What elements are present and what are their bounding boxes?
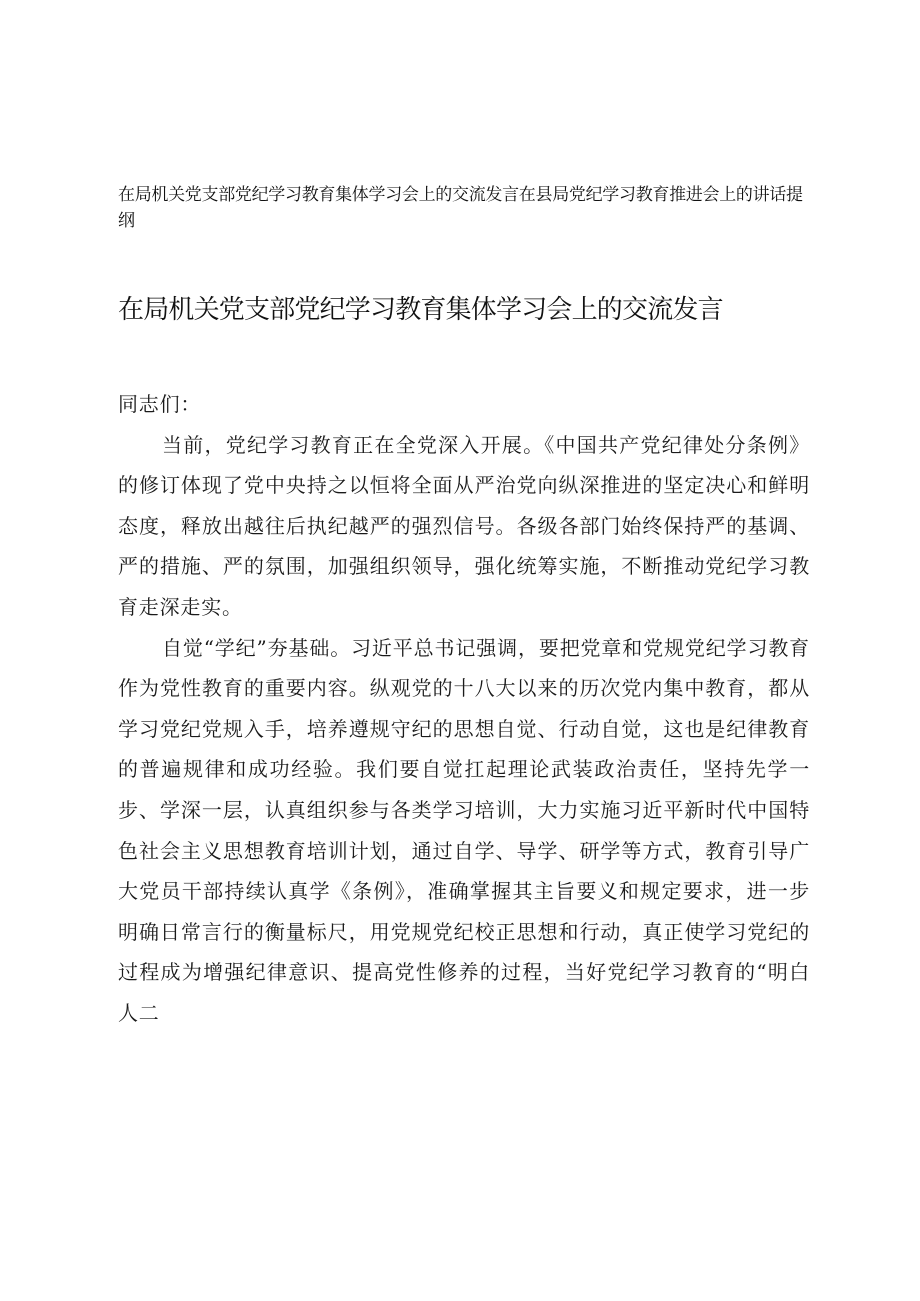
- paragraph: 当前，党纪学习教育正在全党深入开展。《中国共产党纪律处分条例》的修订体现了党中央持之以恒将全面从严治党向纵深推进的坚定决心和鲜明态度，释放出越往后执纪越严的强烈信号。各级各部门始终保持严的基调、严的措施、严的氛围，加强组织领导，强化统筹实施，不断推动党纪学习教育走深走实。: [118, 432, 810, 619]
- salutation: 同志们：: [118, 392, 202, 416]
- document-title: 在局机关党支部党纪学习教育集体学习会上的交流发言: [118, 295, 723, 325]
- document-body: [118, 384, 810, 1034]
- paragraph: 自觉“学纪”夯基础。习近平总书记强调，要把党章和党规党纪学习教育作为党性教育的重要内容。纵观党的十八大以来的历次党内集中教育，都从学习党纪党规入手，培养遵规守纪的思想自觉、行动自觉，这也是纪律教育的普遍规律和成功经验。我们要自觉扛起理论武装政治责任，坚持先学一步、学深一层，认真组织参与各类学习培训，大力实施习近平新时代中国特色社会主义思想教育培训计划，通过自学、导学、研学等方式，教育引导广大党员干部持续认真学《条例》，准确掌握其主旨要义和规定要求，进一步明确日常言行的衡量标尺，用党规党纪校正思想和行动，真正使学习党纪的过程成为增强纪律意识、提高党性修养的过程，当好党纪学习教育的“明白人二: [118, 635, 810, 1025]
- document-header: 在局机关党支部党纪学习教育集体学习会上的交流发言在县局党纪学习教育推进会上的讲话提纲: [118, 185, 803, 231]
